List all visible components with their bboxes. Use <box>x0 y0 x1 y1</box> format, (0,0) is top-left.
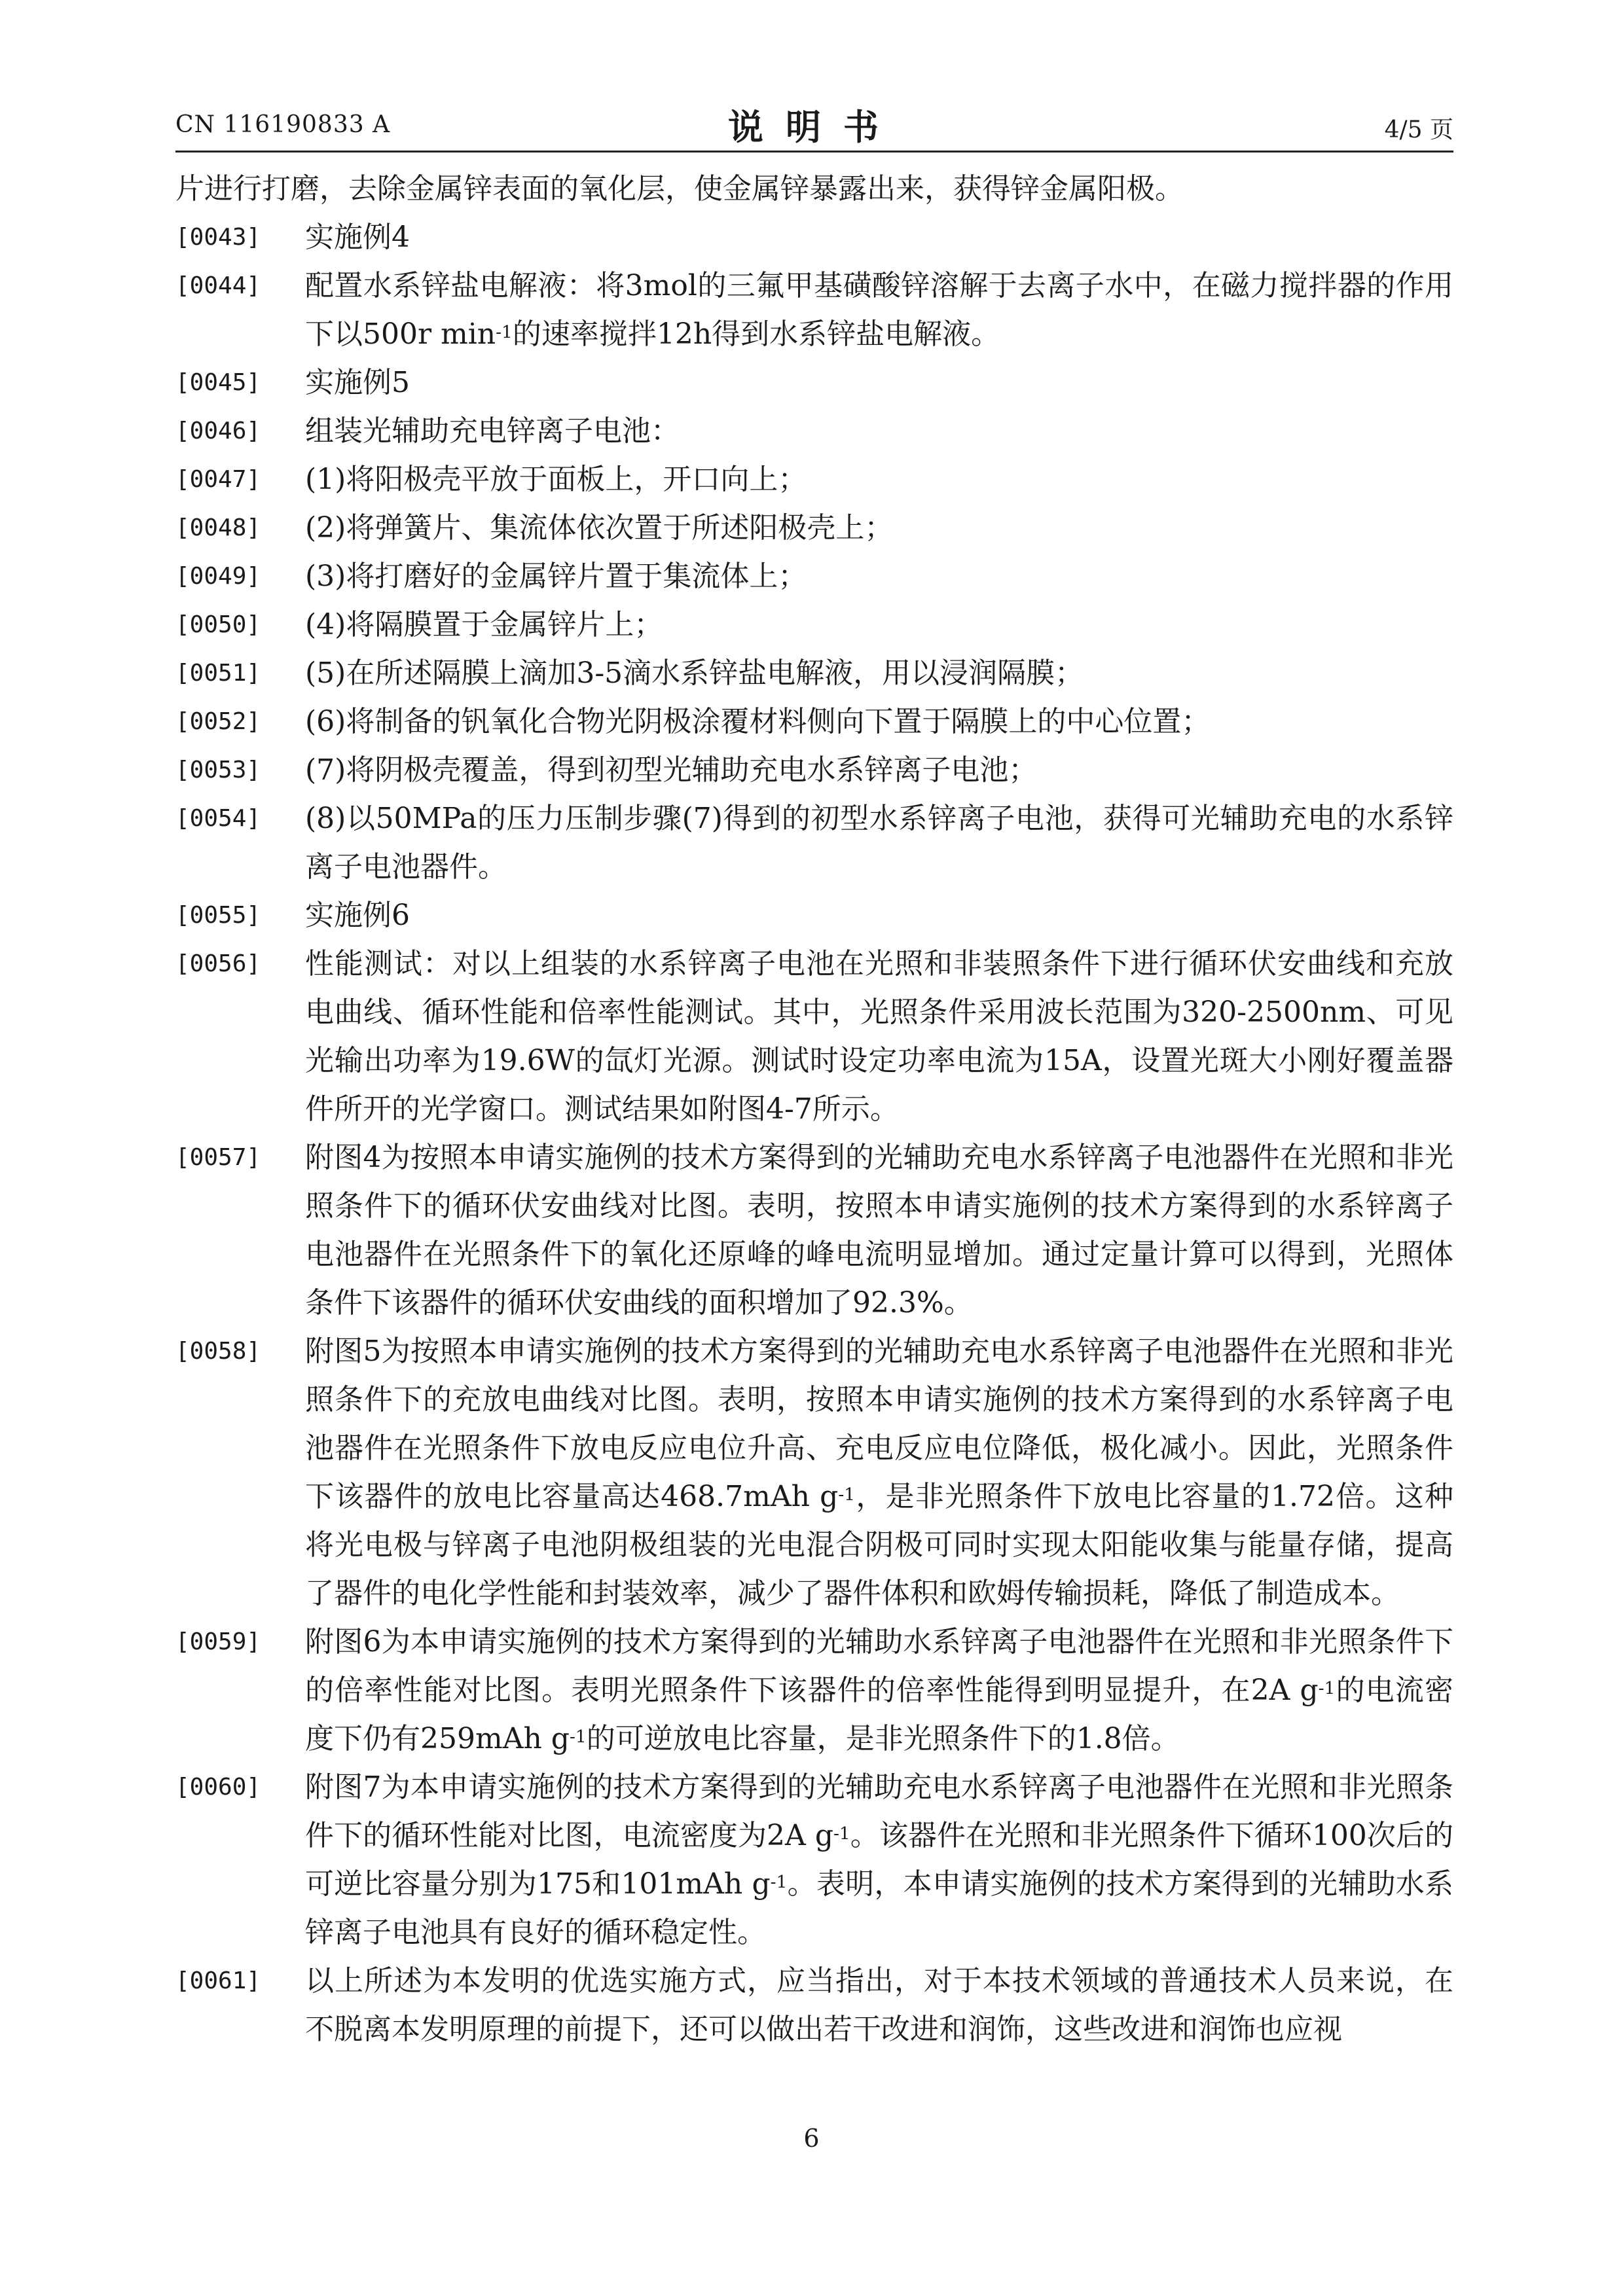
paragraph-text <box>305 213 1453 262</box>
publication-number: CN 116190833 A <box>175 111 391 138</box>
paragraph-list <box>175 213 1453 2054</box>
paragraph <box>175 891 1453 940</box>
text-run: (3)将打磨好的金属锌片置于集流体上； <box>305 560 807 593</box>
paragraph <box>175 213 1453 262</box>
text-run: ，是非光照条件下放电比容量的1.72倍。这种将光电极与锌离子电池阴极组装的光电混合阴极可同时实现太阳能收集与能量存储，提高了器件的电化学性能和封装效率，减少了器件体积和欧姆传输损耗，降低了制造成本。 <box>305 1480 1454 1610</box>
paragraph-text <box>305 698 1453 746</box>
paragraph-number: [0051] <box>175 660 261 687</box>
paragraph-text <box>305 891 1453 940</box>
page-header <box>175 99 1453 152</box>
paragraph-number: [0055] <box>175 902 261 929</box>
paragraph-number: [0049] <box>175 563 261 590</box>
paragraph-text <box>305 504 1453 552</box>
text-run: 实施例5 <box>305 366 410 399</box>
paragraph <box>175 504 1453 552</box>
paragraph <box>175 649 1453 698</box>
paragraph-number: [0052] <box>175 708 261 735</box>
continuation-text: 片进行打磨，去除金属锌表面的氧化层，使金属锌暴露出来，获得锌金属阳极。 <box>175 172 1184 206</box>
paragraph <box>175 456 1453 504</box>
text-run: (1)将阳极壳平放于面板上，开口向上； <box>305 463 807 496</box>
text-run: 的可逆放电比容量，是非光照条件下的1.8倍。 <box>586 1722 1180 1755</box>
paragraph-text <box>305 746 1453 795</box>
text-run: (6)将制备的钒氧化合物光阴极涂覆材料侧向下置于隔膜上的中心位置； <box>305 705 1211 738</box>
text-run: 附图5为按照本申请实施例的技术方案得到的光辅助充电水系锌离子电池器件在光照和非光照条件下的充放电曲线对比图。表明，按照本申请实施例的技术方案得到的水系锌离子电池器件在光照条件下放电反应电位升高、充电反应电位降低，极化减小。因此，光照条件下该器件的放电比容量高达468.7mAh g <box>305 1335 1453 1513</box>
page-count: 4/5 页 <box>1384 117 1453 143</box>
text-run: (7)将阴极壳覆盖，得到初型光辅助充电水系锌离子电池； <box>305 753 1038 787</box>
paragraph <box>175 262 1453 359</box>
text-run: 组装光辅助充电锌离子电池： <box>305 414 680 448</box>
paragraph-number: [0054] <box>175 805 261 832</box>
text-run: 附图6为本申请实施例的技术方案得到的光辅助水系锌离子电池器件在光照和非光照条件下的倍率性能对比图。表明光照条件下该器件的倍率性能得到明显提升，在2A g <box>305 1625 1453 1707</box>
paragraph <box>175 601 1453 649</box>
paragraph <box>175 1327 1453 1618</box>
paragraph-number: [0043] <box>175 224 261 251</box>
paragraph-text <box>305 601 1453 649</box>
paragraph-text <box>305 795 1453 891</box>
paragraph-number: [0047] <box>175 466 261 493</box>
text-run: 。表明，本申请实施例的技术方案得到的光辅助水系锌离子电池具有良好的循环稳定性。 <box>305 1867 1454 1949</box>
text-run: 性能测试：对以上组装的水系锌离子电池在光照和非装照条件下进行循环伏安曲线和充放电曲线、循环性能和倍率性能测试。其中，光照条件采用波长范围为320-2500nm、可见光输出功率为19.6W的氙灯光源。测试时设定功率电流为15A，设置光斑大小刚好覆盖器件所开的光学窗口。测试结果如附图4-7所示。 <box>305 947 1453 1126</box>
superscript: -1 <box>569 1727 587 1748</box>
paragraph <box>175 1618 1453 1763</box>
paragraph-text <box>305 1763 1453 1957</box>
paragraph-number: [0059] <box>175 1628 261 1655</box>
paragraph-text <box>305 1957 1453 2054</box>
superscript: -1 <box>838 1484 856 1505</box>
paragraph <box>175 795 1453 891</box>
text-run: 附图4为按照本申请实施例的技术方案得到的光辅助充电水系锌离子电池器件在光照和非光照条件下的循环伏安曲线对比图。表明，按照本申请实施例的技术方案得到的水系锌离子电池器件在光照条件下的氧化还原峰的峰电流明显增加。通过定量计算可以得到，光照体条件下该器件的循环伏安曲线的面积增加了92.3%。 <box>305 1141 1453 1319</box>
text-run: 以上所述为本发明的优选实施方式，应当指出，对于本技术领域的普通技术人员来说，在不脱离本发明原理的前提下，还可以做出若干改进和润饰，这些改进和润饰也应视 <box>305 1964 1453 2046</box>
paragraph-number: [0050] <box>175 611 261 638</box>
paragraph <box>175 1957 1453 2054</box>
text-run: 附图7为本申请实施例的技术方案得到的光辅助充电水系锌离子电池器件在光照和非光照条件下的循环性能对比图，电流密度为2A g <box>305 1770 1453 1852</box>
superscript: -1 <box>770 1872 788 1893</box>
paragraph-text <box>305 552 1453 601</box>
paragraph-number: [0044] <box>175 272 261 299</box>
text-run: (5)在所述隔膜上滴加3-5滴水系锌盐电解液，用以浸润隔膜； <box>305 656 1084 690</box>
superscript: -1 <box>496 322 513 343</box>
paragraph-text <box>305 1327 1453 1618</box>
paragraph-number: [0057] <box>175 1144 261 1171</box>
paragraph-text <box>305 940 1453 1134</box>
text-run: 实施例4 <box>305 221 410 254</box>
superscript: -1 <box>1318 1678 1336 1699</box>
paragraph-number: [0061] <box>175 1967 261 1994</box>
document-body <box>175 165 1453 2054</box>
paragraph-number: [0060] <box>175 1774 261 1801</box>
paragraph-number: [0048] <box>175 514 261 541</box>
paragraph-text <box>305 1134 1453 1327</box>
paragraph-text <box>305 456 1453 504</box>
paragraph <box>175 940 1453 1134</box>
text-run: 实施例6 <box>305 899 410 932</box>
superscript: -1 <box>833 1823 850 1844</box>
paragraph <box>175 359 1453 407</box>
text-run: (8)以50MPa的压力压制步骤(7)得到的初型水系锌离子电池，获得可光辅助充电的水系锌离子电池器件。 <box>305 802 1453 884</box>
document-title: 说明书 <box>728 106 901 148</box>
paragraph <box>175 746 1453 795</box>
paragraph-text <box>305 262 1453 359</box>
paragraph <box>175 552 1453 601</box>
paragraph-text <box>305 407 1453 456</box>
page-number: 6 <box>803 2124 820 2153</box>
paragraph <box>175 1134 1453 1327</box>
text-run: (2)将弹簧片、集流体依次置于所述阳极壳上； <box>305 511 894 545</box>
paragraph-number: [0056] <box>175 950 261 977</box>
header-rule <box>175 151 1453 152</box>
paragraph-text <box>305 359 1453 407</box>
text-run: (4)将隔膜置于金属锌片上； <box>305 608 663 641</box>
text-run: 的速率搅拌12h得到水系锌盐电解液。 <box>512 317 1000 351</box>
text-run: 的电流密度下仍有259mAh g <box>305 1674 1454 1755</box>
paragraph-text <box>305 649 1453 698</box>
paragraph <box>175 407 1453 456</box>
paragraph-text <box>305 1618 1453 1763</box>
text-run: 配置水系锌盐电解液：将3mol的三氟甲基磺酸锌溶解于去离子水中，在磁力搅拌器的作用下以500r min <box>305 269 1453 351</box>
paragraph <box>175 698 1453 746</box>
text-run: 。该器件在光照和非光照条件下循环100次后的可逆比容量分别为175和101mAh g <box>305 1819 1453 1901</box>
paragraph-number: [0045] <box>175 369 261 396</box>
paragraph-number: [0053] <box>175 757 261 783</box>
paragraph-number: [0046] <box>175 418 261 444</box>
paragraph <box>175 1763 1453 1957</box>
paragraph-number: [0058] <box>175 1338 261 1365</box>
